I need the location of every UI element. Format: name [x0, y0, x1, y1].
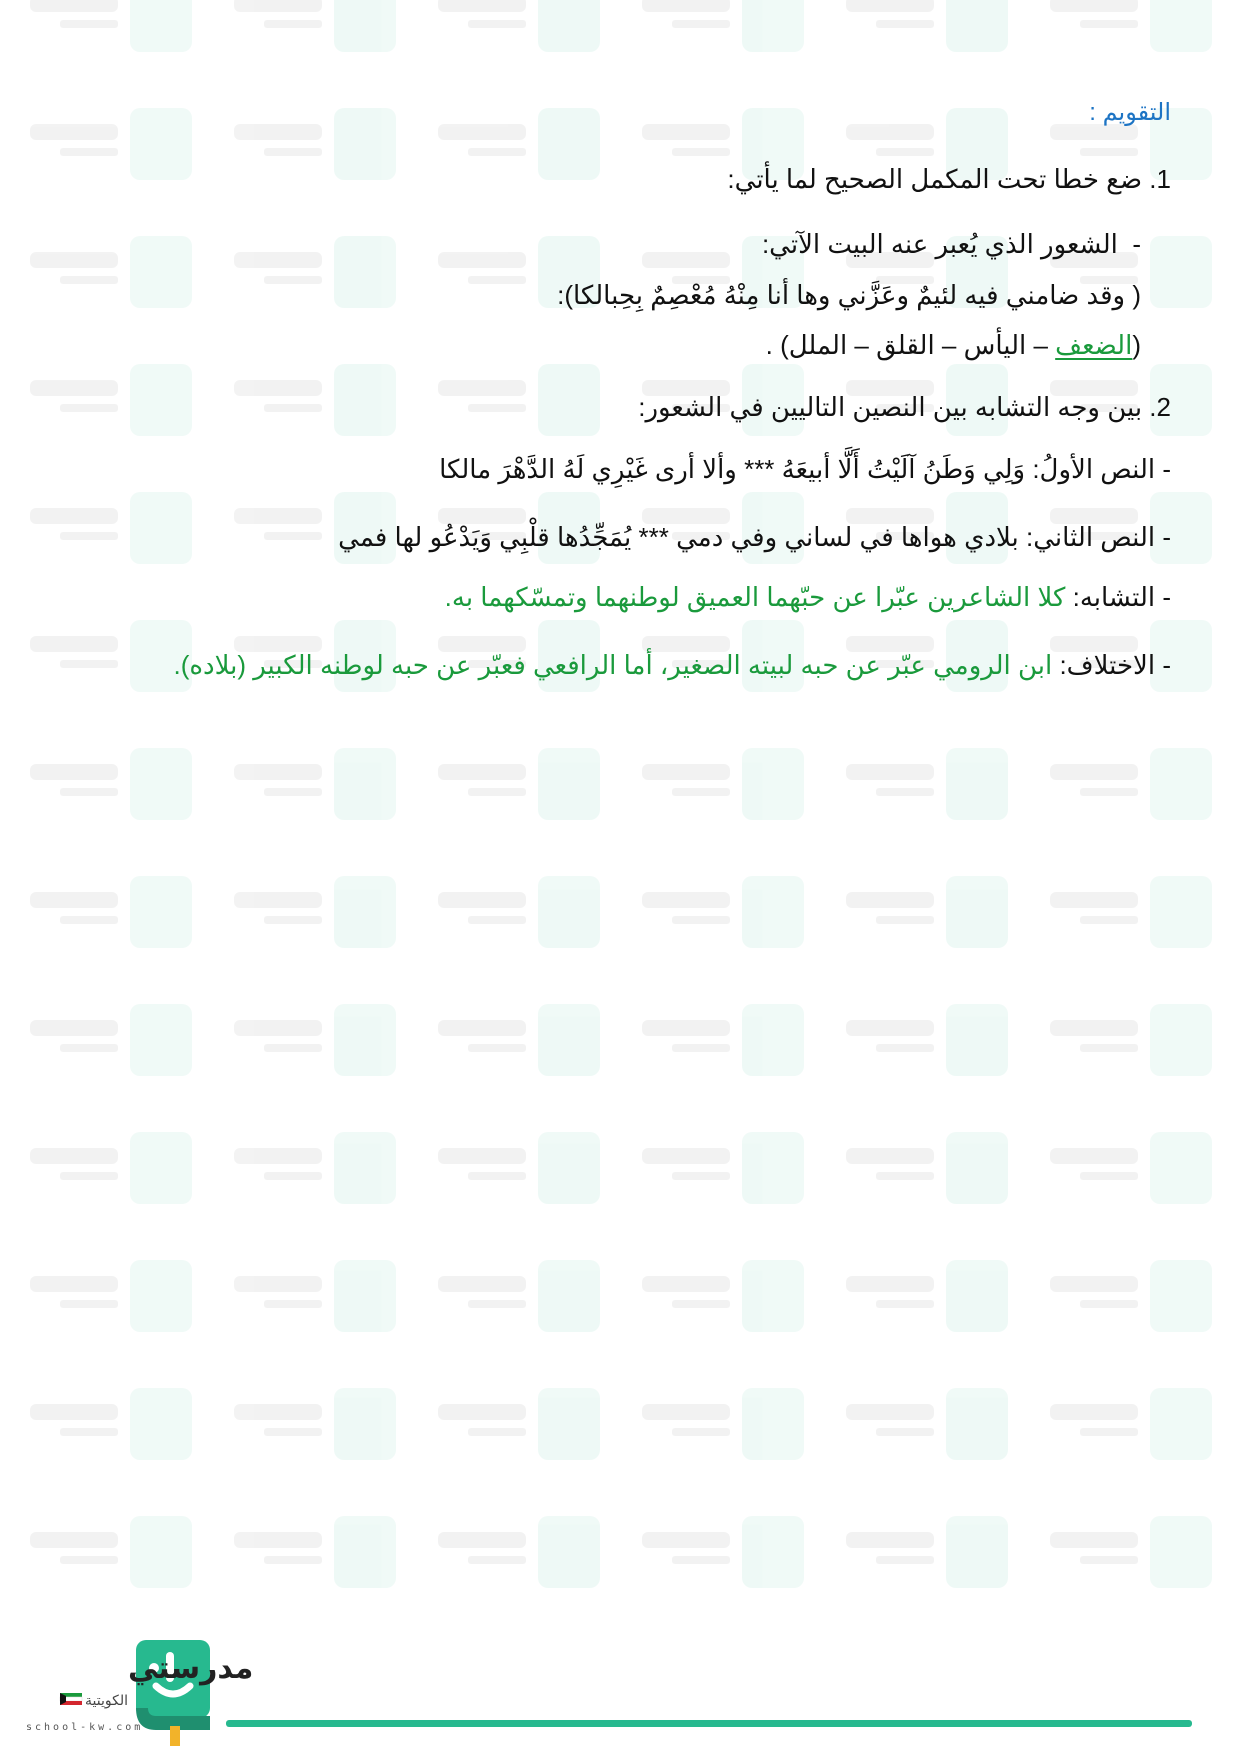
watermark-tile [30, 0, 192, 52]
text-1-verse: وَلِي وَطَنُ آلَيْتُ أَلَّا أبيعَهُ *** وألا أرى غَيْرِي لَهُ الدَّهْرَ مالكا [439, 454, 1033, 484]
text-1-label: - النص الأولُ: [1032, 454, 1171, 484]
watermark-tile [1050, 1388, 1212, 1460]
logo-name: مدرستي [128, 1651, 254, 1686]
watermark-tile [30, 108, 192, 180]
watermark-tile [438, 1260, 600, 1332]
watermark-tile [846, 1004, 1008, 1076]
footer-logo [24, 1638, 254, 1748]
kuwait-flag-icon [60, 1693, 82, 1705]
text-2-verse: بلادي هواها في لساني وفي دمي *** يُمَجِّدُها قلْبِي وَيَدْعُو لها فمي [338, 522, 1026, 552]
section-title: التقويم : [1089, 99, 1171, 126]
text-2 [338, 520, 1171, 554]
watermark-tile [846, 1388, 1008, 1460]
watermark-tile [438, 748, 600, 820]
watermark-tile [234, 876, 396, 948]
question-1-verse: ( وقد ضامني فيه لئيمٌ وعَزَّني وها أنا مِنْهُ مُعْصِمٌ بِحِبالكا): [557, 280, 1141, 310]
watermark-tile [642, 1388, 804, 1460]
question-1-prompt [762, 227, 1141, 261]
watermark-tile [1050, 1260, 1212, 1332]
watermark-tile [846, 0, 1008, 52]
difference-label: - الاختلاف: [1059, 650, 1171, 680]
watermark-tile [30, 876, 192, 948]
watermark-tile [234, 1260, 396, 1332]
watermark-tile [438, 1132, 600, 1204]
watermark-tile [30, 1132, 192, 1204]
difference [173, 648, 1171, 682]
similarity-answer: كلا الشاعرين عبّرا عن حبّهما العميق لوطنهما وتمسّكهما به. [444, 582, 1073, 612]
watermark-tile [30, 236, 192, 308]
watermark-tile [1050, 1132, 1212, 1204]
watermark-tile [642, 0, 804, 52]
watermark-tile [234, 364, 396, 436]
watermark-tile [234, 236, 396, 308]
watermark-tile [234, 1388, 396, 1460]
bullet-dash: - [1117, 229, 1141, 259]
question-2-heading: 2. بين وجه التشابه بين النصين التاليين في الشعور: [638, 392, 1171, 422]
watermark-tile [1050, 1004, 1212, 1076]
watermark-tile [1050, 0, 1212, 52]
choice-correct-answer: الضعف [1055, 330, 1133, 360]
watermark-tile [234, 1004, 396, 1076]
watermark-tile [438, 1004, 600, 1076]
watermark-tile [234, 1516, 396, 1588]
choice-open-paren: ( [1132, 330, 1141, 360]
watermark-tile [30, 1516, 192, 1588]
watermark-tile [438, 876, 600, 948]
watermark-tile [642, 1516, 804, 1588]
watermark-tile [1050, 1516, 1212, 1588]
logo-url: school-kw.com [26, 1722, 144, 1733]
watermark-tile [642, 1132, 804, 1204]
logo-subtitle: الكويتية [85, 1693, 128, 1709]
similarity-label: - التشابه: [1072, 582, 1171, 612]
watermark-tile [642, 748, 804, 820]
watermark-tile [30, 1260, 192, 1332]
watermark-tile [234, 1132, 396, 1204]
watermark-tile [1050, 876, 1212, 948]
watermark-tile [642, 1004, 804, 1076]
footer-rule [226, 1720, 1192, 1727]
watermark-tile [30, 364, 192, 436]
watermark-tile [234, 108, 396, 180]
question-1-heading: 1. ضع خطا تحت المكمل الصحيح لما يأتي: [727, 164, 1171, 194]
choice-rest: – اليأس – القلق – الملل) . [765, 330, 1056, 360]
prompt-text: الشعور الذي يُعبر عنه البيت الآتي: [761, 229, 1118, 259]
watermark-tile [30, 492, 192, 564]
watermark-tile [30, 748, 192, 820]
watermark-tile [438, 364, 600, 436]
watermark-tile [846, 1132, 1008, 1204]
watermark-tile [846, 1516, 1008, 1588]
watermark-tile [438, 1388, 600, 1460]
watermark-tile [642, 876, 804, 948]
watermark-tile [30, 1388, 192, 1460]
difference-answer: ابن الرومي عبّر عن حبه لبيته الصغير، أما الرافعي فعبّر عن حبه لوطنه الكبير (بلاده). [173, 650, 1060, 680]
text-1 [439, 452, 1171, 486]
watermark-tile [846, 1260, 1008, 1332]
watermark-tile [438, 1516, 600, 1588]
watermark-tile [30, 620, 192, 692]
question-1-choices [766, 328, 1141, 362]
watermark-tile [234, 0, 396, 52]
text-2-label: - النص الثاني: [1026, 522, 1171, 552]
similarity [445, 580, 1171, 614]
watermark-tile [846, 876, 1008, 948]
watermark-tile [846, 748, 1008, 820]
watermark-tile [234, 748, 396, 820]
watermark-tile [1050, 748, 1212, 820]
watermark-tile [30, 1004, 192, 1076]
watermark-tile [642, 1260, 804, 1332]
watermark-tile [438, 0, 600, 52]
watermark-tile [438, 108, 600, 180]
